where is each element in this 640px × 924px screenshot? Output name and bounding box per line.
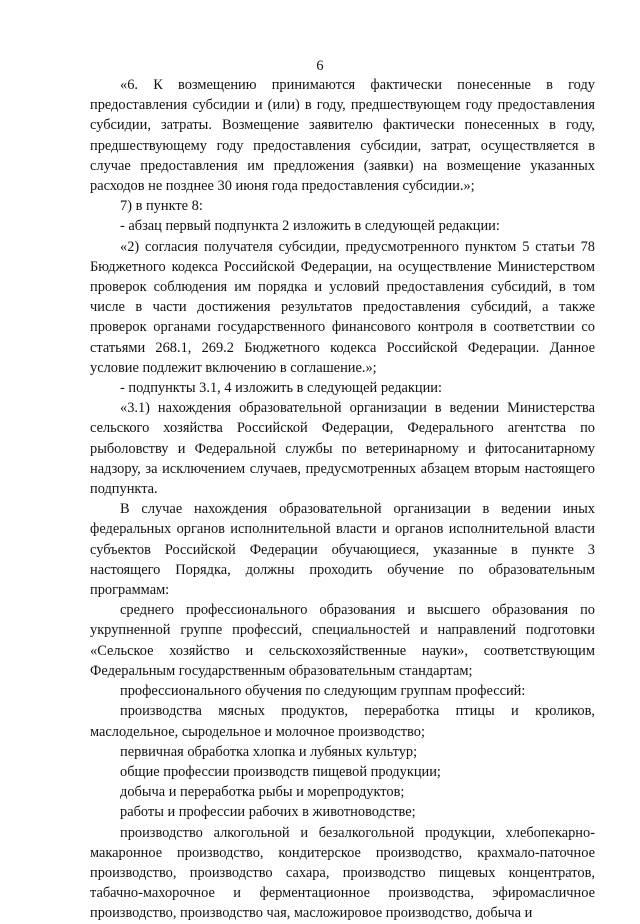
paragraph: - подпункты 3.1, 4 изложить в следующей редакции: bbox=[120, 380, 443, 397]
paragraph: среднего профессионального образования и высшего образования по укрупненной группе профессий, специальностей и направлений подготовки «Сельское хозяйство и сельскохозяйственные науки», соответствующим Федеральным государственным образовательным стандартам; bbox=[90, 602, 595, 679]
paragraph: работы и профессии рабочих в животноводстве; bbox=[120, 804, 416, 821]
document-body bbox=[90, 75, 595, 924]
paragraph: 7) в пункте 8: bbox=[120, 198, 203, 215]
paragraph: производства мясных продуктов, переработка птицы и кроликов, маслодельное, сыродельное и молочное производство; bbox=[90, 703, 595, 740]
paragraph: производство алкогольной и безалкогольной продукции, хлебопекарно-макаронное производство, кондитерское производство, крахмало-паточное производство, производство сахара, производство пищевых концентратов, табачно-махорочное и ферментационное производства, эфиромасличное производство, производство чая, масложировое производство, добыча и bbox=[90, 824, 595, 922]
paragraph: «6. К возмещению принимаются фактически понесенные в году предоставления субсидии и (или) в году, предшествующем году предоставления субсидии, затраты. Возмещение заявителю фактически понесенных в году, предшествующему году предоставления субсидии, затрат, осуществляется в случае предоставления им предложения (заявки) на возмещение указанных расходов не позднее 30 июня года предоставления субсидии.»; bbox=[90, 77, 595, 195]
paragraph: «3.1) нахождения образовательной организации в ведении Министерства сельского хозяйства Российской Федерации, Федерального агентства по рыболовству и Федеральной службы по ветеринарному и фитосанитарному надзору, за исключением случаев, предусмотренных абзацем вторым настоящего подпункта. bbox=[90, 400, 595, 498]
paragraph: В случае нахождения образовательной организации в ведении иных федеральных органов исполнительной власти и органов исполнительной власти субъектов Российской Федерации обучающиеся, указанные в пункте 3 настоящего Порядка, должны проходить обучение по образовательным программам: bbox=[90, 501, 595, 599]
paragraph: добыча и переработка рыбы и морепродуктов; bbox=[120, 784, 405, 801]
paragraph: - абзац первый подпункта 2 изложить в следующей редакции: bbox=[120, 218, 500, 235]
paragraph: профессионального обучения по следующим группам профессий: bbox=[120, 683, 526, 700]
page-number: 6 bbox=[316, 58, 324, 74]
paragraph: «2) согласия получателя субсидии, предусмотренного пунктом 5 статьи 78 Бюджетного кодекса Российской Федерации, на осуществление Министерством проверок соблюдения им порядка и условий предоставления субсидий, в том числе в части достижения результатов предоставления субсидий, а также проверок органами государственного финансового контроля в соответствии со статьями 268.1, 269.2 Бюджетного кодекса Российской Федерации. Данное условие подлежит включению в соглашение.»; bbox=[90, 238, 595, 376]
paragraph: первичная обработка хлопка и лубяных культур; bbox=[120, 743, 418, 760]
paragraph: общие профессии производств пищевой продукции; bbox=[120, 763, 441, 780]
